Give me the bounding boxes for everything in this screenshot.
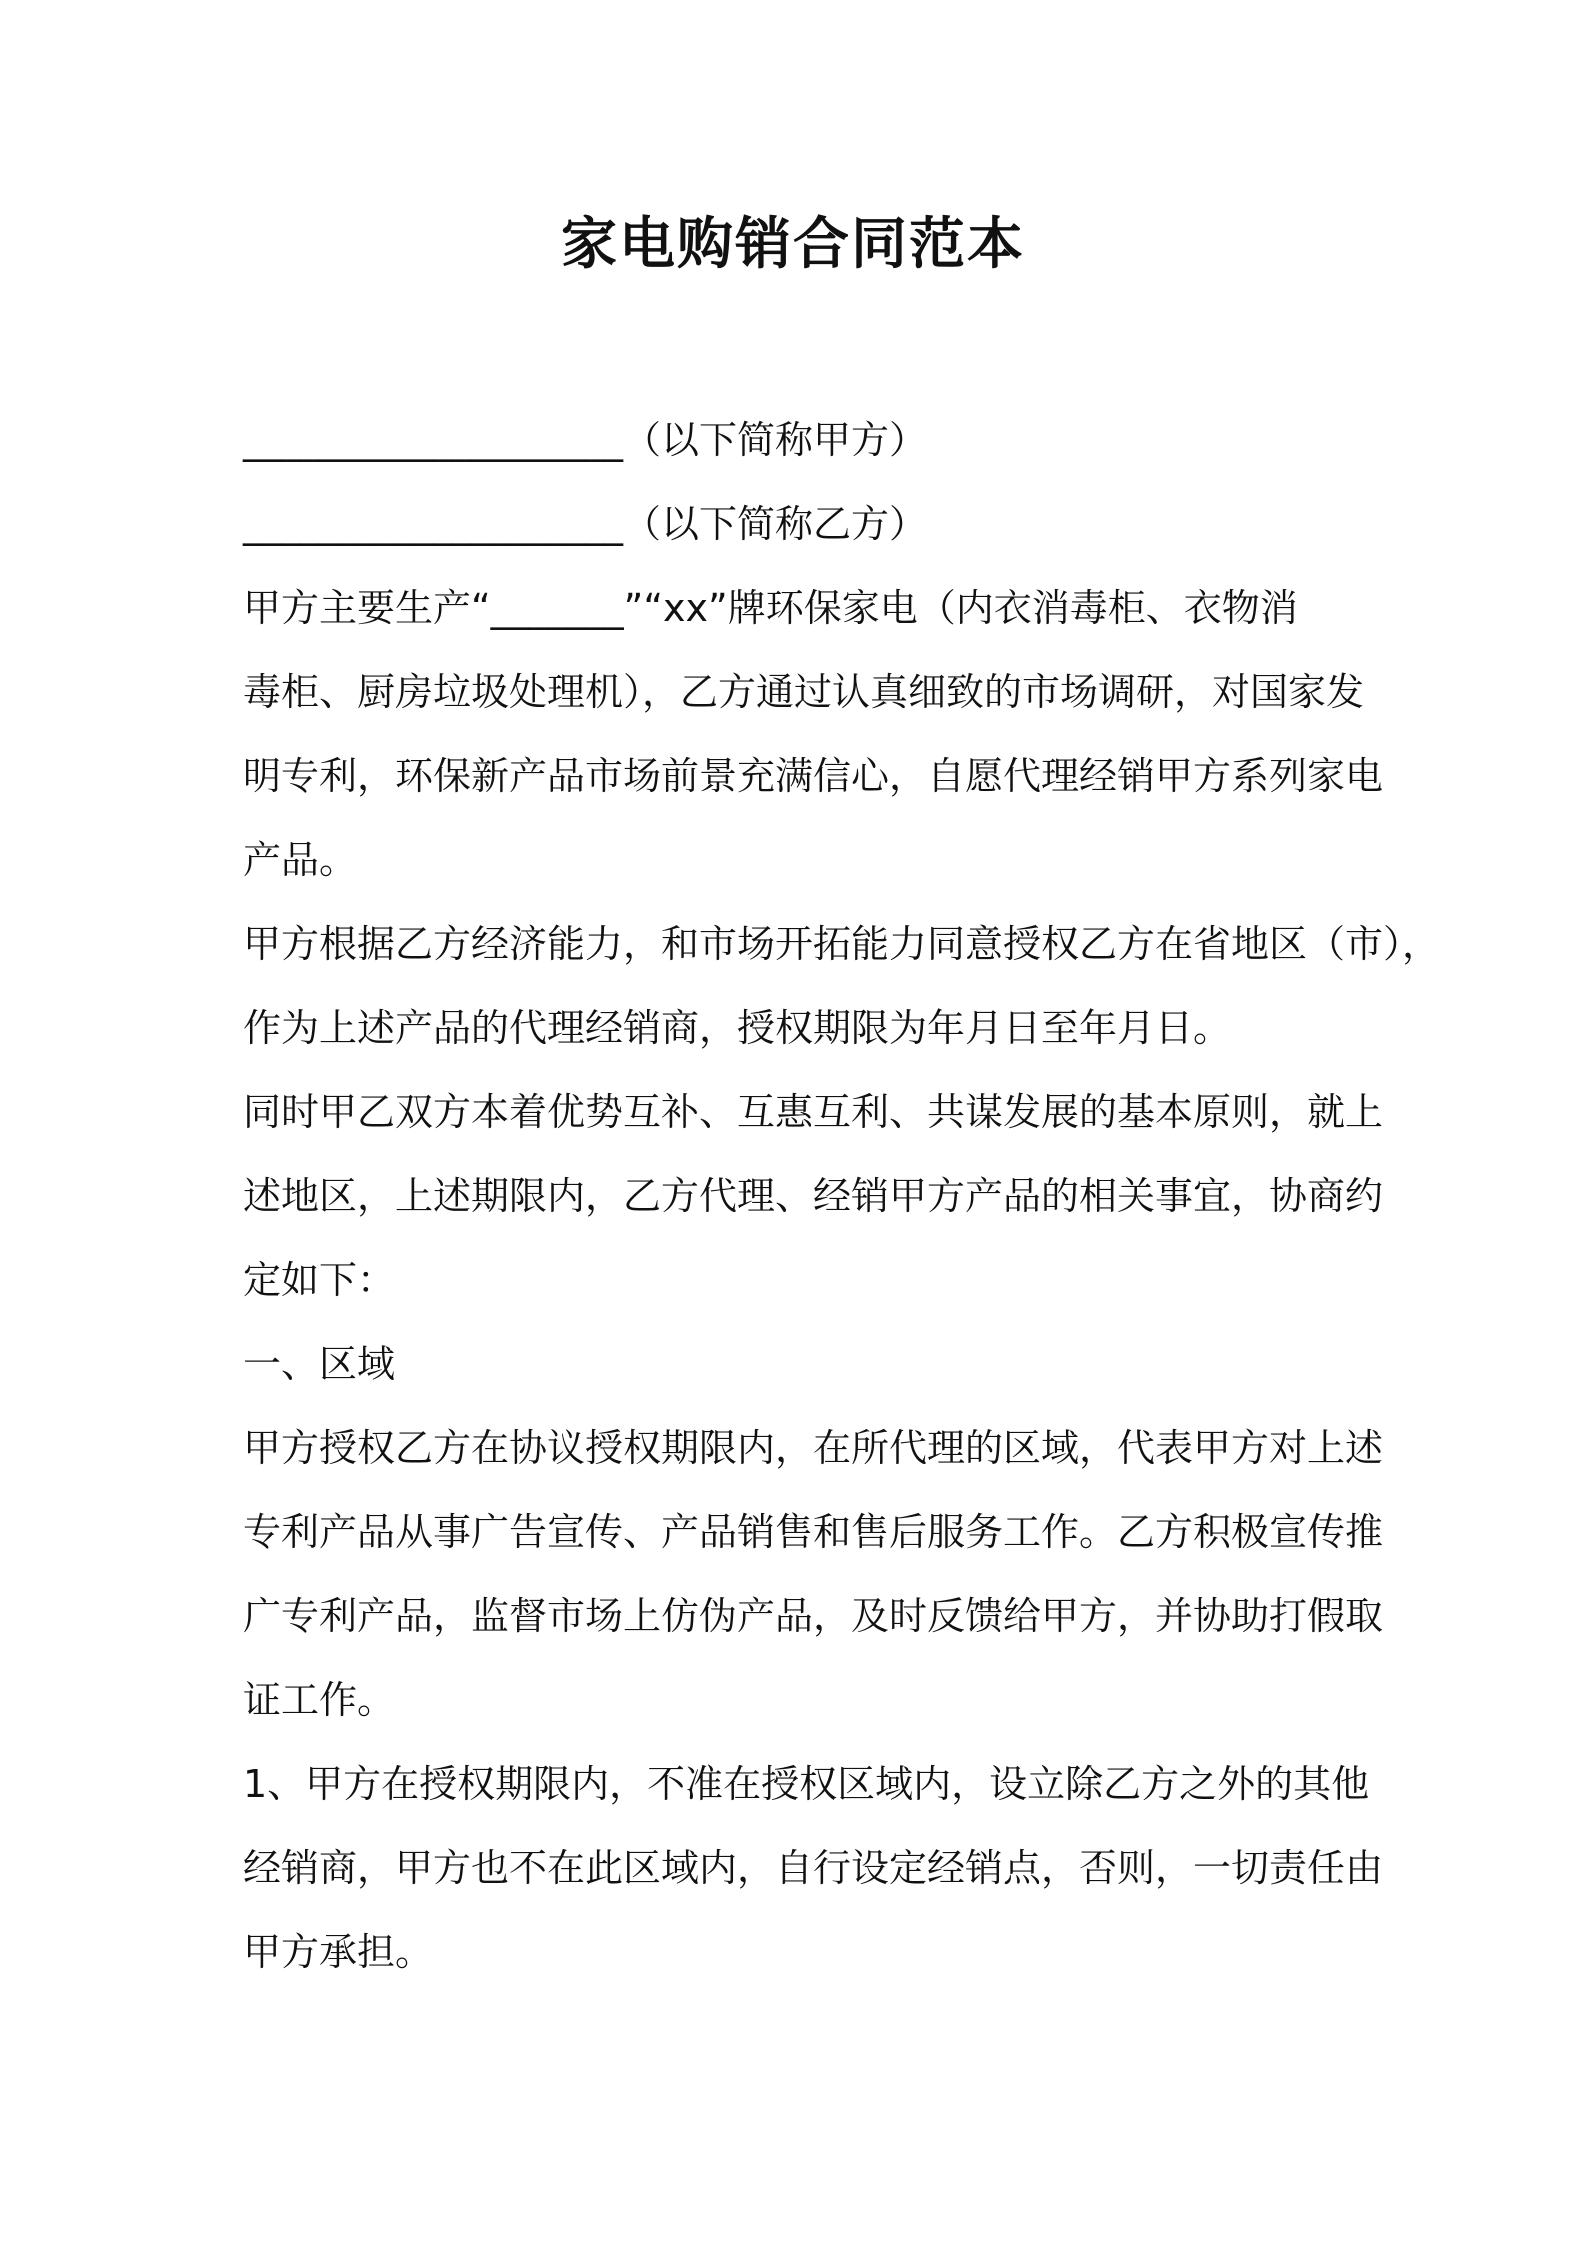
clause-line: 经销商，甲方也不在此区域内，自行设定经销点，否则，一切责任由 — [243, 1846, 1384, 1890]
text-line: 作为上述产品的代理经销商，授权期限为年月日至年月日。 — [243, 1006, 1232, 1050]
text-line: 甲方根据乙方经济能力，和市场开拓能力同意授权乙方在省地区（市）， — [243, 922, 1441, 966]
clause-line: 甲方承担。 — [243, 1930, 434, 1974]
text-line: 明专利，环保新产品市场前景充满信心，自愿代理经销甲方系列家电 — [243, 754, 1384, 798]
text-line: 专利产品从事广告宣传、产品销售和售后服务工作。乙方积极宣传推 — [243, 1510, 1384, 1554]
text-line: 产品。 — [243, 838, 358, 882]
party-b-line: ____________________（以下简称乙方） — [243, 502, 928, 546]
text-line: 同时甲乙双方本着优势互补、互惠互利、共谋发展的基本原则，就上 — [243, 1090, 1384, 1134]
clause-line: 1、甲方在授权期限内，不准在授权区域内，设立除乙方之外的其他 — [243, 1762, 1370, 1806]
text-line: 毒柜、厨房垃圾处理机），乙方通过认真细致的市场调研，对国家发 — [243, 670, 1365, 714]
text-line: 述地区，上述期限内，乙方代理、经销甲方产品的相关事宜，协商约 — [243, 1174, 1384, 1218]
document-title: 家电购销合同范本 — [561, 212, 1025, 277]
party-a-line: ____________________（以下简称甲方） — [243, 418, 928, 462]
text-line: 广专利产品，监督市场上仿伪产品，及时反馈给甲方，并协助打假取 — [243, 1594, 1384, 1638]
text-line: 证工作。 — [243, 1678, 396, 1722]
text-line: 甲方主要生产“_______”“xx”牌环保家电（内衣消毒柜、衣物消 — [243, 586, 1298, 630]
text-line: 甲方授权乙方在协议授权期限内，在所代理的区域，代表甲方对上述 — [243, 1426, 1384, 1470]
section-heading: 一、区域 — [243, 1342, 396, 1386]
text-line: 定如下： — [243, 1258, 396, 1302]
document-body — [243, 398, 1441, 1994]
